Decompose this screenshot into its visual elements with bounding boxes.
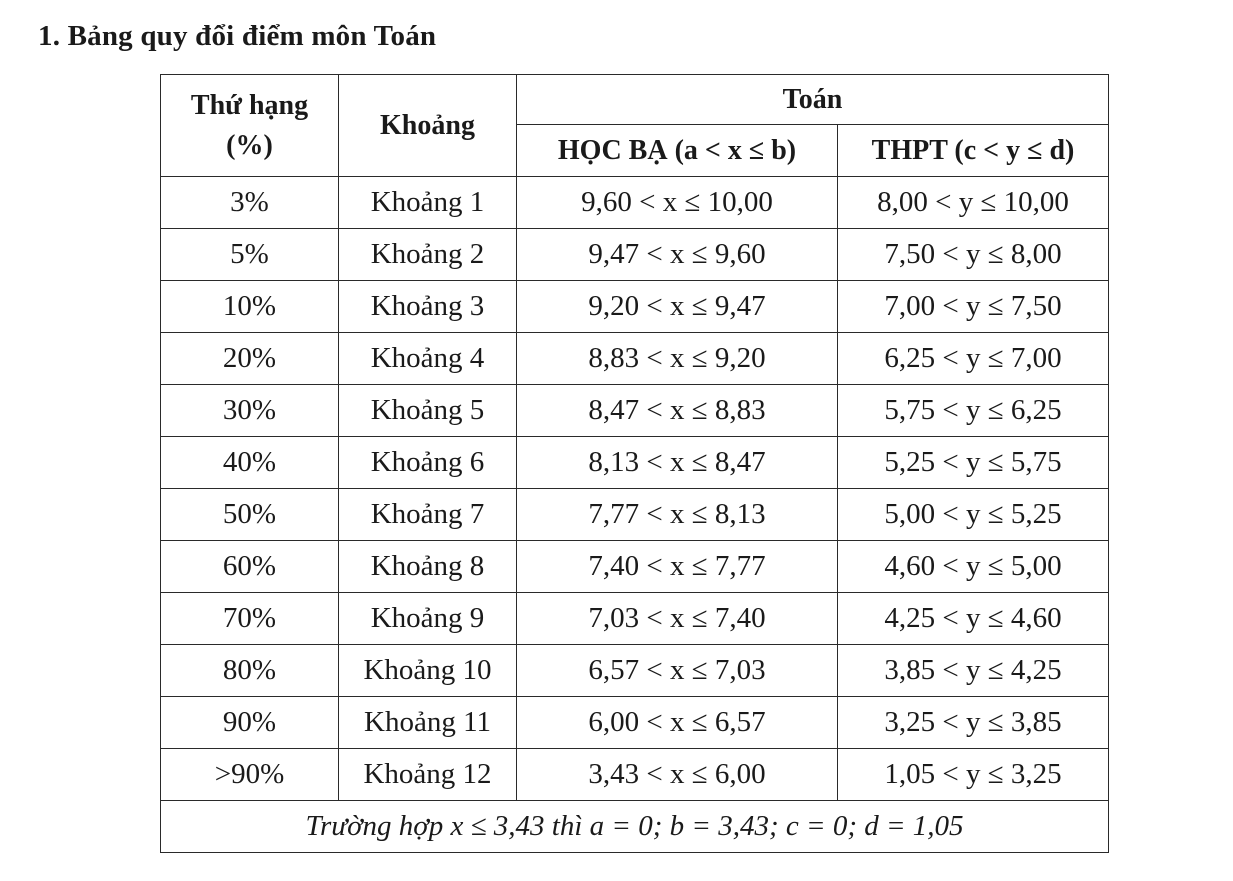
rank-cell: 50% xyxy=(161,489,339,541)
hocba-range-cell: 9,47 < x ≤ 9,60 xyxy=(517,229,838,281)
hocba-range-cell: 8,83 < x ≤ 9,20 xyxy=(517,333,838,385)
table-row xyxy=(161,333,1109,385)
hocba-range-cell: 9,60 < x ≤ 10,00 xyxy=(517,177,838,229)
footnote: Trường hợp x ≤ 3,43 thì a = 0; b = 3,43; c = 0; d = 1,05 xyxy=(161,801,1109,853)
thpt-range-cell: 4,25 < y ≤ 4,60 xyxy=(838,593,1109,645)
table-row xyxy=(161,437,1109,489)
thpt-range-cell: 1,05 < y ≤ 3,25 xyxy=(838,749,1109,801)
table-row xyxy=(161,281,1109,333)
table-body xyxy=(161,177,1109,801)
thpt-range-cell: 3,25 < y ≤ 3,85 xyxy=(838,697,1109,749)
hocba-range-cell: 6,00 < x ≤ 6,57 xyxy=(517,697,838,749)
band-cell: Khoảng 4 xyxy=(339,333,517,385)
thpt-range-cell: 4,60 < y ≤ 5,00 xyxy=(838,541,1109,593)
band-cell: Khoảng 10 xyxy=(339,645,517,697)
table-row xyxy=(161,489,1109,541)
page-title: 1. Bảng quy đổi điểm môn Toán xyxy=(38,20,437,52)
band-cell: Khoảng 9 xyxy=(339,593,517,645)
hocba-range-cell: 3,43 < x ≤ 6,00 xyxy=(517,749,838,801)
hocba-range-cell: 8,47 < x ≤ 8,83 xyxy=(517,385,838,437)
band-cell: Khoảng 1 xyxy=(339,177,517,229)
rank-cell: 5% xyxy=(161,229,339,281)
rank-cell: 20% xyxy=(161,333,339,385)
table-row xyxy=(161,697,1109,749)
table-row xyxy=(161,645,1109,697)
rank-cell: 3% xyxy=(161,177,339,229)
rank-cell: 70% xyxy=(161,593,339,645)
hocba-range-cell: 9,20 < x ≤ 9,47 xyxy=(517,281,838,333)
table-row xyxy=(161,541,1109,593)
rank-cell: 80% xyxy=(161,645,339,697)
hocba-header: HỌC BẠ (a < x ≤ b) xyxy=(517,125,838,177)
table-row xyxy=(161,593,1109,645)
table-row xyxy=(161,749,1109,801)
band-cell: Khoảng 2 xyxy=(339,229,517,281)
footnote-row xyxy=(161,801,1109,853)
rank-cell: 30% xyxy=(161,385,339,437)
rank-cell: >90% xyxy=(161,749,339,801)
table-row xyxy=(161,177,1109,229)
thpt-range-cell: 5,25 < y ≤ 5,75 xyxy=(838,437,1109,489)
thpt-range-cell: 5,75 < y ≤ 6,25 xyxy=(838,385,1109,437)
band-cell: Khoảng 6 xyxy=(339,437,517,489)
thpt-range-cell: 6,25 < y ≤ 7,00 xyxy=(838,333,1109,385)
band-cell: Khoảng 7 xyxy=(339,489,517,541)
rank-cell: 60% xyxy=(161,541,339,593)
rank-cell: 90% xyxy=(161,697,339,749)
subject-header: Toán xyxy=(517,75,1109,125)
thpt-range-cell: 5,00 < y ≤ 5,25 xyxy=(838,489,1109,541)
rank-header-line1: Thứ hạng xyxy=(190,89,309,121)
band-cell: Khoảng 8 xyxy=(339,541,517,593)
band-cell: Khoảng 3 xyxy=(339,281,517,333)
conversion-table xyxy=(160,74,1109,853)
thpt-range-cell: 7,50 < y ≤ 8,00 xyxy=(838,229,1109,281)
hocba-range-cell: 7,40 < x ≤ 7,77 xyxy=(517,541,838,593)
header-row-top xyxy=(161,75,1109,125)
hocba-range-cell: 6,57 < x ≤ 7,03 xyxy=(517,645,838,697)
hocba-range-cell: 8,13 < x ≤ 8,47 xyxy=(517,437,838,489)
band-cell: Khoảng 12 xyxy=(339,749,517,801)
thpt-range-cell: 8,00 < y ≤ 10,00 xyxy=(838,177,1109,229)
rank-header xyxy=(161,75,339,177)
band-cell: Khoảng 11 xyxy=(339,697,517,749)
band-cell: Khoảng 5 xyxy=(339,385,517,437)
table-row xyxy=(161,229,1109,281)
thpt-range-cell: 7,00 < y ≤ 7,50 xyxy=(838,281,1109,333)
rank-cell: 40% xyxy=(161,437,339,489)
hocba-range-cell: 7,77 < x ≤ 8,13 xyxy=(517,489,838,541)
rank-cell: 10% xyxy=(161,281,339,333)
hocba-range-cell: 7,03 < x ≤ 7,40 xyxy=(517,593,838,645)
thpt-header: THPT (c < y ≤ d) xyxy=(838,125,1109,177)
thpt-range-cell: 3,85 < y ≤ 4,25 xyxy=(838,645,1109,697)
table-row xyxy=(161,385,1109,437)
rank-header-line2: (%) xyxy=(226,129,273,161)
band-header: Khoảng xyxy=(339,75,517,177)
